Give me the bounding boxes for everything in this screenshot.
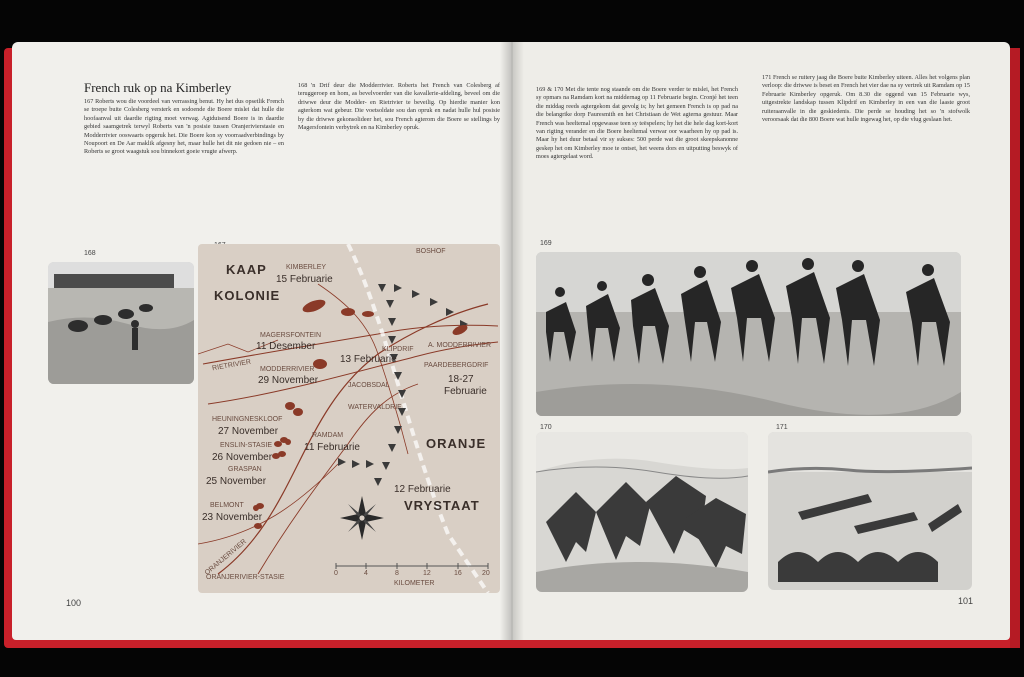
page-number-left: 100 [66, 598, 82, 608]
caption-170: 170 [540, 424, 552, 431]
map-region-kaap: KAAP [226, 262, 267, 277]
map-region-oranje: ORANJE [426, 436, 487, 451]
photo-168-river-crossing [48, 262, 194, 384]
map-date-magersfontein: 11 Desember [256, 341, 316, 352]
page-heading: French ruk op na Kimberley [84, 80, 232, 95]
map-label-belmont: BELMONT [210, 502, 244, 509]
map-date-modderrivier: 29 November [258, 375, 319, 386]
map-date-paardeberg-2: Februarie [444, 386, 487, 397]
text-column-1: 167 Roberts wou die voordeel van verrassing benut. Hy het dus opsetlik French se troepe buite Colesberg versterk en sodoende die Boere mislei dat hulle die hoofaanval uit daardie rigting moet verwag. Agtduisend Boere is in daardie gebied saamgetrek terwyl Roberts van 'n posisie tussen Oranjerivierstasie en Modderrivier ooswaarts opgeruk het. Die Boere kon sy voorraadverbindings by Noupoort en De Aar maklik afgesny het, maar hulle het dit nie gedoen nie – en Roberts se groot waagstuk sou binnekort goeie vrugte afwerp. [84, 98, 284, 156]
scale-tick-0: 0 [334, 570, 338, 577]
photo-170-battle-illustration [536, 432, 748, 592]
map-label-heuningneskloof: HEUNINGNESKLOOF [212, 416, 283, 423]
scale-tick-16: 16 [454, 570, 462, 577]
map-region-vrystaat: VRYSTAAT [404, 498, 480, 513]
map-date-paardeberg-1: 18-27 [448, 374, 474, 385]
map-label-enslin: ENSLIN-STASIE [220, 442, 272, 449]
text-column-2: 168 'n Drif deur die Modderrivier. Roberts het French van Colesberg af teruggeroep en hom, as bevelvoerder van die kavallerie-afdeling, beveel om die driwwe deur die Modder- en Rietrivier te beveilig. Op hierdie manier kon agterkom wat gebeur. Die voetsoldate sou dan opruk en nadat hulle hul posisie by die driwwe gekonsolideer het, sou French agterom die Boere se stellings by Magersfontein verbytrek en na Kimberley opruk. [298, 82, 500, 132]
caption-171: 171 [776, 424, 788, 431]
page-number-right: 101 [958, 596, 974, 606]
map-label-oranjerivier: ORANJERIVIER [203, 538, 248, 577]
map-date-heuningneskloof: 27 November [218, 426, 279, 437]
map-label-rietrivier: RIETRIVIER [211, 358, 252, 373]
map-date-klipdrif: 13 Februarie [340, 354, 397, 365]
scale-tick-8: 8 [395, 570, 399, 577]
map-label-kimberley: KIMBERLEY [286, 264, 327, 271]
map-date-graspan: 25 November [206, 476, 267, 487]
map-label-jacobsdal: JACOBSDAL [348, 382, 390, 389]
map-date-enslin: 26 November [212, 452, 273, 463]
scale-unit: KILOMETER [394, 580, 435, 587]
map-label-klipdrif: KLIPDRIF [382, 346, 414, 353]
caption-169: 169 [540, 240, 552, 247]
map-label-a-modderrivier: A. MODDERRIVIER [428, 342, 492, 349]
caption-168: 168 [84, 250, 96, 257]
map-167-kimberley-campaign [198, 244, 500, 593]
photo-171-cavalry-formation [768, 432, 972, 590]
map-region-kolonie: KOLONIE [214, 288, 281, 303]
map-label-ramdam: RAMDAM [312, 432, 344, 439]
map-label-magersfontein: MAGERSFONTEIN [260, 332, 322, 339]
map-date-kimberley: 15 Februarie [276, 274, 333, 285]
map-date-ramdam: 11 Februarie [304, 442, 360, 453]
map-label-boshof: BOSHOF [416, 248, 446, 255]
text-column-3: 169 & 170 Met die tente nog staande om die Boere verder te mislei, het French sy opmars na Ramdam kort na middernag op 11 Februarie begin. Cronjé het teen die middag reeds agtergekom dat gevolg is; hy het gemeen French is op pad na die belangrike dorp Fauresmith en het Christiaan de Wet agterna gestuur. Maar French was heeltemal opgewasse teen sy teëspelers; hy het die hele dag kort-kort van rigting verander en die Boere heeltemal verwar oor waarheen hy op pad is. Maar hy het duur betaal vir sy sukses: 500 perde wat die groot skeepskanonne geskep het om Kimberley moe te ontset, het weens dors en uitputting beswyk of moes agtergelaat word. [536, 86, 738, 161]
text-column-4: 171 French se ruitery jaag die Boere buite Kimberley uiteen. Alles het volgens plan verloop: die driwwe is beset en French het vier dae na sy vertrek uit Ramdam op 15 Februarie Kimberley opgeruk. Om 8.30 die oggend van 15 Februarie wys, uitgestrekte landskap tussen Klipdrif en Kimberley in een van die laaste groot ruiteraanvalle in die geskiedenis. Die perde se houding het so 'n stofwolk veroorsaak dat die 800 Boere wat hulle ingewag het, op die vlug geslaan het. [762, 74, 970, 124]
book-gutter [500, 42, 524, 640]
map-label-oranjerivier-stasie: ORANJERIVIER-STASIE [206, 574, 285, 581]
map-label-watervaldrif: WATERVALDRIF [348, 404, 402, 411]
scale-tick-12: 12 [423, 570, 431, 577]
cover-edge [1010, 48, 1020, 648]
scale-tick-4: 4 [364, 570, 368, 577]
map-label-graspan: GRASPAN [228, 466, 262, 473]
scale-tick-20: 20 [482, 570, 490, 577]
map-date-belmont: 23 November [202, 512, 263, 523]
map-label-paardebergdrif: PAARDEBERGDRIF [424, 362, 489, 369]
photo-169-cavalry-charge [536, 252, 961, 416]
map-date-12-februarie: 12 Februarie [394, 484, 451, 495]
map-label-modderrivier: MODDERRIVIER [260, 366, 315, 373]
